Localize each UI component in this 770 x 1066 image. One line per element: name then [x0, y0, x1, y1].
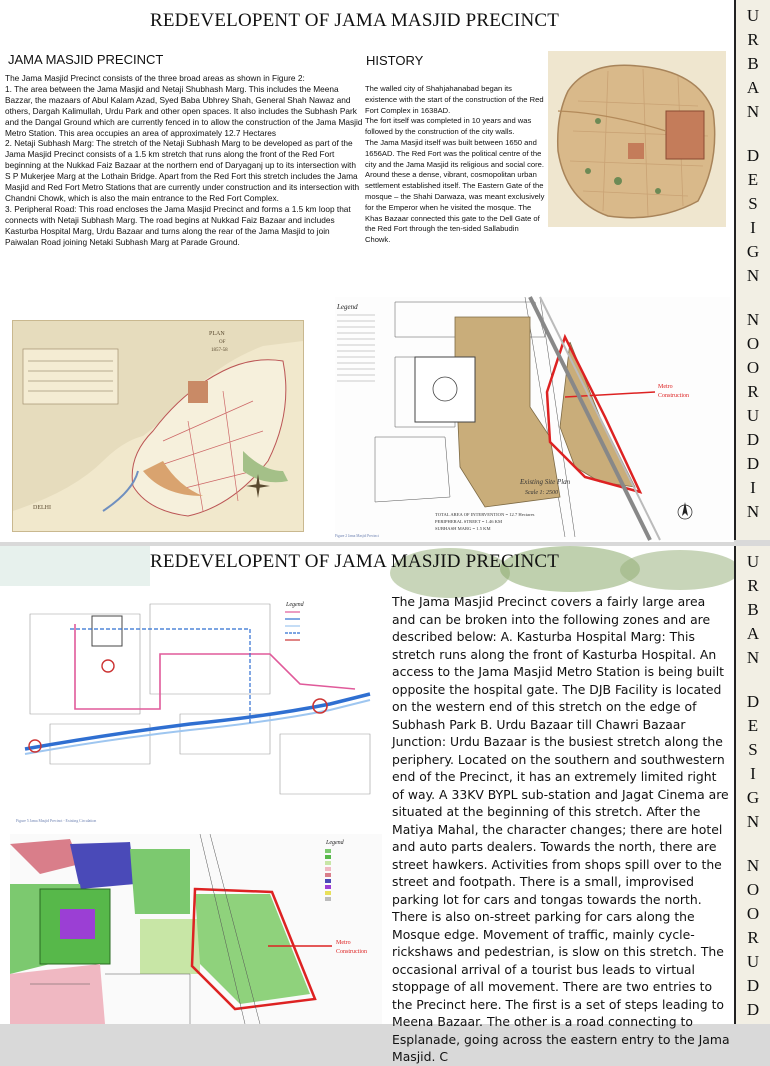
sheet-1-title: REDEVELOPENT OF JAMA MASJID PRECINCT	[150, 10, 560, 31]
sidebar-letter: B	[747, 54, 759, 73]
plan-of-delhi-map	[12, 320, 304, 532]
site-metro-label: Metro	[658, 384, 673, 390]
intro-paragraph: 3. Peripheral Road: This road encloses the Jama Masjid Precinct and forms a 1.5 km loop that connects with Netaji Subhash Marg. The road begins at Nukkad Faiz Bazaar and includes Kasturba Hospital Marg, Urdu Bazaar and turns along the rear of the Jama Masjid to join Paiwalan Road joining Netaki Subhash Marg at Parade Ground.	[5, 203, 351, 247]
intro-paragraph: 2. Netaji Subhash Marg: The stretch of the Netaji Subhash Marg to be developed as part of the Jama Masjid Precinct consists of a 1.5 km stretch that runs along the front of the Red Fort beginning at the Nukkad Faiz Bazaar at the northern end of Daryaganj up to its intersection with S P Mukerjee Marg at the Lothain Bridge. Apart from the Red Fort this stretch includes the Jama Masjid and Red Fort Metro Stations that are currently under construction and its intersection with Chandni Chowk, which is also the main entrance to the Red Fort Complex.	[5, 138, 360, 203]
intro-text	[5, 73, 363, 248]
map-city-label: DELHI	[33, 505, 51, 511]
sidebar-letter: I	[750, 764, 756, 783]
sidebar-letter: U	[746, 406, 760, 425]
sidebar-letter: R	[747, 928, 759, 947]
sidebar-letter: I	[750, 478, 756, 497]
site-construction-label: Construction	[658, 393, 689, 399]
sidebar-letter: U	[746, 6, 760, 25]
existing-site-plan	[335, 297, 730, 540]
circulation-caption: Figure 5 Jama Masjid Precinct - Existing Circulation	[16, 819, 97, 823]
map-of-label: OF	[219, 340, 226, 345]
history-paragraph: The fort itself was completed in 10 years and was followed by the construction of the city walls.	[365, 116, 532, 137]
sidebar-letter: E	[747, 716, 759, 735]
sidebar-author	[734, 0, 770, 540]
landuse-metro-label: Metro	[336, 940, 351, 946]
intro-paragraph: The Jama Masjid Precinct consists of the three broad areas as shown in Figure 2:	[5, 73, 305, 83]
sidebar-letter: I	[750, 218, 756, 237]
site-figure-caption: Figure 2 Jama Masjid Precinct	[335, 534, 379, 538]
sidebar-letter: O	[746, 334, 760, 353]
site-stat: TOTAL AREA OF INTERVENTION = 12.7 Hectares	[435, 512, 535, 517]
sidebar-letter: N	[746, 812, 760, 831]
sheet-2-title: REDEVELOPENT OF JAMA MASJID PRECINCT	[150, 551, 560, 572]
sidebar-author-2	[734, 546, 770, 1024]
sidebar-letter: A	[746, 624, 760, 643]
sidebar-letter: D	[746, 1000, 760, 1019]
site-plan-scale: Scale 1: 2500	[525, 490, 558, 496]
history-paragraph: Around these a dense, vibrant, cosmopolitan urban settlement established itself. The Eastern Gate of the mosque – the Shahi Darwaza, was meant exclusively for the Emperor when he visited the mosque. The Khas Bazaar connected this gate to the Dell Gate of the Red Fort through the ten-sided Sallabudin Chowk.	[365, 170, 545, 245]
sidebar-letter: G	[746, 788, 760, 807]
sidebar-letter: R	[747, 576, 759, 595]
site-stat: PERIPHERAL STREET = 1.46 KM	[435, 519, 503, 524]
history-text	[365, 84, 545, 246]
landuse-legend-title: Legend	[326, 840, 344, 846]
sidebar-letter: R	[747, 382, 759, 401]
map-year-label: 1857-58	[211, 348, 228, 353]
sidebar-letter: G	[746, 242, 760, 261]
sidebar-letter: N	[746, 102, 760, 121]
zones-description: The Jama Masjid Precinct covers a fairly large area and can be broken into the following zones and are described below: A. Kasturba Hospital Marg: This stretch runs along the front of Kasturba Hospital. An access to the Jama Masjid Metro Station is being built opposite the hospital gate. The DJB Facility is located on the western end of this stretch on the edge of Subhash Park B. Urdu Bazaar till Chawri Bazaar Junction: Urdu Bazaar is the busiest stretch along the periphery. Located on the southern and southwestern end of the Precinct, it has an extremely limited right of way. A 33KV BYPL sub-station and Jagat Cinema are situated at the beginning of this stretch. After the Matiya Mahal, the character changes; there are hotel and auto parts dealers. Towards the north, there are street hawkers. Activities from shops spill over to the street and footpath. There is a small, improvised parking lot for cars and tongas towards the north. There is also on-street parking for cars along the Mosque edge. Movement of traffic, mainly cycle-rickshaws and pedestrian, is slow on this stretch. The occasional arrival of a tourist bus leads to virtual stoppage of all movement. There are two entries to the Precinct here. The first is a set of steps leading to Meena Bazaar. The other is a road connecting to Esplanade, going across the eastern entry to the Jama Masjid. C	[392, 594, 730, 1064]
sidebar-letter: N	[746, 502, 760, 521]
sidebar-letter: R	[747, 30, 759, 49]
sidebar-letter: O	[746, 880, 760, 899]
landuse-construction-label: Construction	[336, 949, 367, 955]
sidebar-letter: S	[748, 740, 758, 759]
sidebar-letter: D	[746, 454, 760, 473]
sidebar-letter: D	[746, 692, 760, 711]
sidebar-letter: S	[748, 194, 758, 213]
site-legend-title: Legend	[337, 303, 358, 311]
sidebar-letter: U	[746, 952, 760, 971]
circulation-map	[10, 594, 380, 826]
history-paragraph: The walled city of Shahjahanabad began its existence with the start of the construction of the Red Fort Complex in 1638AD.	[365, 84, 544, 115]
sidebar-letter: N	[746, 856, 760, 875]
sheet-1	[0, 0, 734, 542]
history-heading: HISTORY	[366, 53, 424, 68]
sidebar-letter: O	[746, 904, 760, 923]
section-heading: JAMA MASJID PRECINCT	[8, 52, 164, 67]
sidebar-letter: E	[747, 170, 759, 189]
circulation-legend-title: Legend	[286, 602, 304, 608]
sidebar-letter: A	[746, 78, 760, 97]
historic-city-map	[548, 51, 726, 227]
sheet-2	[0, 546, 734, 1064]
sidebar-letter: D	[746, 146, 760, 165]
sidebar-letter: B	[747, 600, 759, 619]
map-plan-label: PLAN	[209, 331, 225, 337]
history-paragraph: The Jama Masjid itself was built between 1650 and 1656AD. The Red Fort was the political centre of the city and the Jama Masjid its religious and social core.	[365, 137, 544, 169]
intro-paragraph: 1. The area between the Jama Masjid and Netaji Shubhash Marg. This includes the Meena Bazzar, the mazaars of Abul Kalam Azad, Syed Baba Ubhrey Shah, General Shah Nawaz and others, Dargah Kalimullah, Urdu Park and other open spaces. It also includes the Subhash Park and the Dangal Ground which are currently fenced in to allow the construction of the Jama Masjid Metro Station. This area occupies an area of approximately 12.7 Hectares	[5, 83, 363, 138]
sidebar-letter: N	[746, 266, 760, 285]
sidebar-letter: U	[746, 552, 760, 571]
sidebar-letter: N	[746, 310, 760, 329]
site-plan-caption: Existing Site Plan	[520, 478, 571, 486]
site-stat: SUBHASH MARG = 1.5 KM	[435, 526, 491, 531]
landuse-map	[10, 834, 382, 1024]
sidebar-letter: D	[746, 976, 760, 995]
sidebar-letter: D	[746, 430, 760, 449]
sidebar-letter: N	[746, 648, 760, 667]
sidebar-letter: O	[746, 358, 760, 377]
